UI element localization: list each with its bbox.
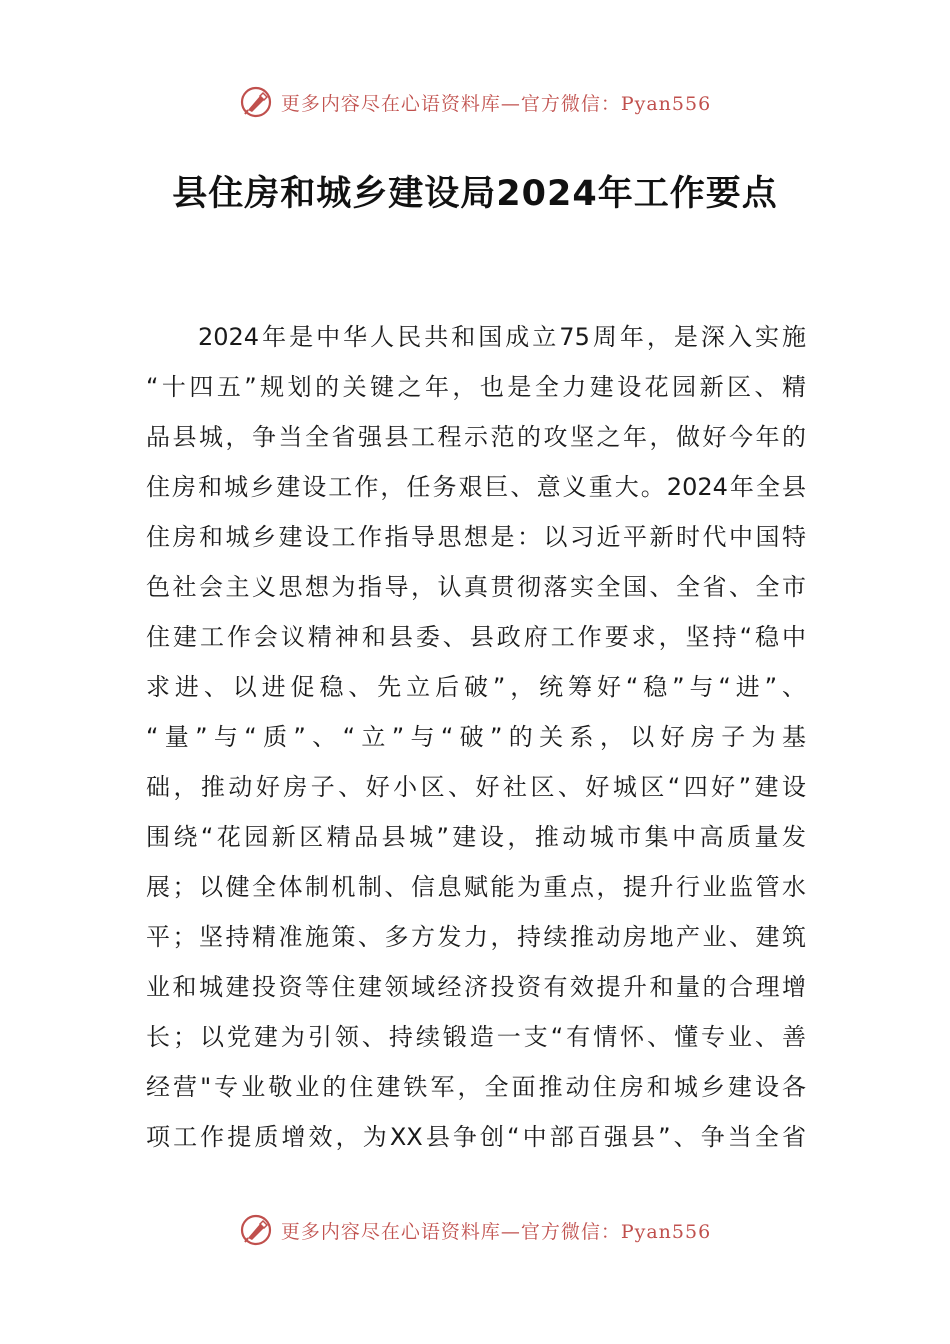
footer-banner (0, 1210, 950, 1250)
paragraph-line: 经营"专业敬业的住建铁军，全面推动住房和城乡建设各 (146, 1073, 806, 1101)
pen-nib-logo-icon (239, 1213, 273, 1247)
document-title: 县住房和城乡建设局2024年工作要点 (172, 174, 778, 214)
paragraph-line: 长；以党建为引领、持续锻造一支“有情怀、懂专业、善 (146, 1023, 806, 1051)
paragraph-line: “十四五”规划的关键之年，也是全力建设花园新区、精 (146, 373, 806, 401)
paragraph-line: 项工作提质增效，为XX县争创“中部百强县”、争当全省 (146, 1123, 806, 1151)
paragraph-line: 品县城，争当全省强县工程示范的攻坚之年，做好今年的 (146, 423, 806, 451)
paragraph-line: 围绕“花园新区精品县城”建设，推动城市集中高质量发 (146, 823, 806, 851)
paragraph-line: “量”与“质”、“立”与“破”的关系，以好房子为基 (146, 723, 806, 751)
header-banner (0, 82, 950, 122)
header-banner-text: 更多内容尽在心语资料库—官方微信：Pyan556 (280, 92, 712, 115)
paragraph-line: 住房和城乡建设工作指导思想是：以习近平新时代中国特 (146, 523, 806, 551)
footer-banner-text: 更多内容尽在心语资料库—官方微信：Pyan556 (280, 1220, 712, 1243)
paragraph-line: 色社会主义思想为指导，认真贯彻落实全国、全省、全市 (146, 573, 806, 601)
paragraph-line: 2024年是中华人民共和国成立75周年，是深入实施 (198, 323, 806, 351)
paragraph-line: 住建工作会议精神和县委、县政府工作要求，坚持“稳中 (146, 623, 806, 651)
paragraph-line: 业和城建投资等住建领域经济投资有效提升和量的合理增 (146, 973, 806, 1001)
paragraph-line: 础，推动好房子、好小区、好社区、好城区“四好”建设 (146, 773, 806, 801)
paragraph-line: 展；以健全体制机制、信息赋能为重点，提升行业监管水 (146, 873, 806, 901)
paragraph-line: 求进、以进促稳、先立后破”，统筹好“稳”与“进”、 (146, 673, 806, 701)
paragraph-line: 住房和城乡建设工作，任务艰巨、意义重大。2024年全县 (146, 473, 806, 501)
document-body (146, 312, 806, 1162)
pen-nib-logo-icon (239, 85, 273, 119)
paragraph-line: 平；坚持精准施策、多方发力，持续推动房地产业、建筑 (146, 923, 806, 951)
